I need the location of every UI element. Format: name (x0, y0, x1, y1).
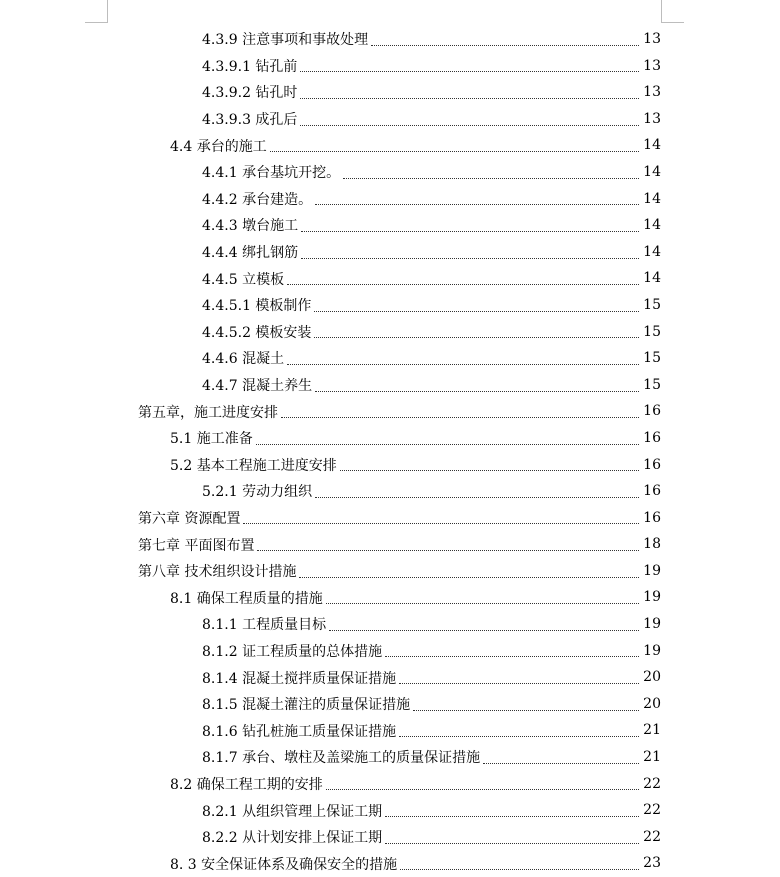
toc-entry-title: 4.4.5 立模板 (202, 269, 285, 289)
toc-entry-page-number: 14 (643, 163, 661, 180)
toc-entry-page-number: 19 (643, 642, 661, 659)
toc-entry-leader (202, 53, 641, 80)
toc-entry-leader (170, 425, 641, 452)
toc-entry[interactable] (0, 132, 780, 159)
toc-entry-page-number: 18 (643, 536, 661, 553)
toc-entry-leader (202, 797, 641, 824)
toc-entry-title: 8.1.4 混凝土搅拌质量保证措施 (202, 668, 397, 688)
toc-entry[interactable] (0, 106, 780, 133)
toc-dot-leader (287, 364, 639, 365)
toc-entry-leader (202, 372, 641, 399)
toc-entry-leader (202, 824, 641, 851)
toc-entry-title: 第八章 技术组织设计措施 (138, 561, 297, 581)
toc-entry[interactable] (0, 425, 780, 452)
toc-dot-leader (300, 98, 639, 99)
toc-entry-title: 4.4.1 承台基坑开挖。 (202, 162, 341, 182)
toc-entry-leader (138, 558, 641, 585)
toc-entry-leader (138, 505, 641, 532)
toc-entry[interactable] (0, 691, 780, 718)
toc-entry-page-number: 21 (643, 722, 661, 739)
toc-entry-leader (202, 186, 641, 213)
toc-entry-title: 4.4.5.1 模板制作 (202, 295, 312, 315)
toc-entry-title: 8.1.7 承台、墩柱及盖梁施工的质量保证措施 (202, 747, 481, 767)
toc-entry-title: 5.1 施工准备 (170, 428, 254, 448)
toc-entry-page-number: 23 (643, 855, 661, 872)
toc-entry-leader (138, 531, 641, 558)
toc-entry-leader (202, 239, 641, 266)
toc-entry[interactable] (0, 345, 780, 372)
toc-entry-title: 4.3.9.1 钻孔前 (202, 56, 298, 76)
toc-entry-leader (170, 584, 641, 611)
toc-entry[interactable] (0, 505, 780, 532)
toc-entry-leader (202, 345, 641, 372)
toc-entry-title: 4.4.6 混凝土 (202, 348, 285, 368)
toc-dot-leader (287, 284, 639, 285)
toc-dot-leader (483, 763, 639, 764)
toc-entry[interactable] (0, 850, 780, 877)
toc-entry[interactable] (0, 584, 780, 611)
toc-entry-title: 8.1.1 工程质量目标 (202, 614, 327, 634)
toc-entry-leader (138, 398, 641, 425)
toc-entry-page-number: 14 (643, 137, 661, 154)
toc-entry-title: 8.1.6 钻孔桩施工质量保证措施 (202, 721, 397, 741)
toc-entry-leader (202, 159, 641, 186)
page-corner-mark-top-right (661, 0, 684, 23)
toc-dot-leader (385, 816, 639, 817)
toc-entry-title: 8.1 确保工程质量的措施 (170, 588, 324, 608)
toc-entry-leader (202, 717, 641, 744)
toc-entry-title: 5.2.1 劳动力组织 (202, 481, 313, 501)
toc-entry[interactable] (0, 797, 780, 824)
toc-entry-page-number: 15 (643, 323, 661, 340)
toc-entry-page-number: 22 (643, 802, 661, 819)
toc-entry-leader (202, 292, 641, 319)
toc-dot-leader (315, 204, 639, 205)
toc-entry[interactable] (0, 478, 780, 505)
toc-entry[interactable] (0, 638, 780, 665)
toc-entry[interactable] (0, 558, 780, 585)
toc-entry-title: 4.3.9 注意事项和事故处理 (202, 29, 369, 49)
toc-entry-page-number: 13 (643, 110, 661, 127)
toc-entry-page-number: 22 (643, 828, 661, 845)
toc-entry-leader (202, 265, 641, 292)
toc-entry-leader (202, 478, 641, 505)
toc-dot-leader (329, 630, 639, 631)
toc-entry-leader (202, 638, 641, 665)
toc-entry-title: 4.4.7 混凝土养生 (202, 375, 313, 395)
toc-entry-page-number: 14 (643, 217, 661, 234)
toc-entry-title: 第七章 平面图布置 (138, 535, 255, 555)
toc-entry-title: 第五章，施工进度安排 (138, 402, 279, 422)
toc-entry-title: 4.3.9.3 成孔后 (202, 109, 298, 129)
toc-entry[interactable] (0, 53, 780, 80)
toc-entry-leader (202, 611, 641, 638)
toc-entry-page-number: 19 (643, 616, 661, 633)
toc-dot-leader (371, 45, 639, 46)
toc-dot-leader (256, 444, 639, 445)
toc-entry-title: 4.4.2 承台建造。 (202, 189, 313, 209)
toc-dot-leader (314, 337, 639, 338)
toc-dot-leader (314, 311, 639, 312)
toc-entry-page-number: 15 (643, 376, 661, 393)
toc-dot-leader (300, 71, 639, 72)
toc-entry[interactable] (0, 79, 780, 106)
toc-dot-leader (300, 125, 639, 126)
toc-entry[interactable] (0, 771, 780, 798)
toc-entry-leader (170, 771, 641, 798)
toc-entry[interactable] (0, 292, 780, 319)
toc-entry-title: 8.2.2 从计划安排上保证工期 (202, 827, 383, 847)
toc-entry-title: 4.3.9.2 钻孔时 (202, 82, 298, 102)
toc-entry[interactable] (0, 398, 780, 425)
toc-entry-leader (202, 79, 641, 106)
toc-entry[interactable] (0, 744, 780, 771)
toc-entry[interactable] (0, 664, 780, 691)
toc-entry-title: 4.4.4 绑扎钢筋 (202, 242, 299, 262)
toc-entry-page-number: 22 (643, 775, 661, 792)
toc-entry-page-number: 16 (643, 509, 661, 526)
toc-entry-title: 4.4.5.2 模板安装 (202, 322, 312, 342)
toc-entry-leader (202, 691, 641, 718)
toc-dot-leader (340, 470, 639, 471)
toc-entry-title: 4.4.3 墩台施工 (202, 215, 299, 235)
toc-dot-leader (399, 736, 639, 737)
page-corner-mark-top-left (85, 0, 108, 23)
toc-entry[interactable] (0, 319, 780, 346)
toc-entry-title: 8.2.1 从组织管理上保证工期 (202, 801, 383, 821)
toc-entry-page-number: 16 (643, 429, 661, 446)
toc-dot-leader (413, 710, 639, 711)
toc-entry-page-number: 16 (643, 403, 661, 420)
toc-dot-leader (299, 577, 639, 578)
toc-dot-leader (399, 683, 639, 684)
toc-entry-page-number: 13 (643, 31, 661, 47)
toc-entry-leader (202, 319, 641, 346)
toc-entry[interactable] (0, 26, 780, 53)
toc-entry[interactable] (0, 265, 780, 292)
toc-entry-page-number: 19 (643, 589, 661, 606)
toc-dot-leader (270, 151, 639, 152)
table-of-contents (0, 26, 780, 877)
toc-entry-page-number: 20 (643, 669, 661, 686)
toc-entry[interactable] (0, 717, 780, 744)
toc-entry-page-number: 21 (643, 749, 661, 766)
toc-dot-leader (315, 497, 639, 498)
toc-dot-leader (281, 417, 639, 418)
toc-entry-leader (202, 744, 641, 771)
toc-entry[interactable] (0, 159, 780, 186)
toc-dot-leader (385, 656, 639, 657)
toc-dot-leader (315, 391, 639, 392)
toc-entry-page-number: 13 (643, 84, 661, 101)
toc-entry-page-number: 20 (643, 695, 661, 712)
toc-entry[interactable] (0, 452, 780, 479)
toc-entry-page-number: 15 (643, 350, 661, 367)
toc-entry-leader (202, 26, 641, 53)
toc-entry[interactable] (0, 372, 780, 399)
toc-entry-page-number: 16 (643, 456, 661, 473)
toc-entry-page-number: 14 (643, 243, 661, 260)
toc-entry-page-number: 14 (643, 190, 661, 207)
toc-dot-leader (326, 789, 639, 790)
toc-dot-leader (385, 843, 639, 844)
toc-entry-title: 4.4 承台的施工 (170, 136, 268, 156)
toc-entry[interactable] (0, 239, 780, 266)
toc-entry[interactable] (0, 611, 780, 638)
toc-entry-title: 5.2 基本工程施工进度安排 (170, 455, 338, 475)
toc-dot-leader (257, 550, 639, 551)
toc-dot-leader (326, 603, 639, 604)
toc-entry-page-number: 19 (643, 562, 661, 579)
toc-entry[interactable] (0, 531, 780, 558)
toc-entry-leader (170, 132, 641, 159)
toc-entry-page-number: 15 (643, 296, 661, 313)
toc-entry-title: 8.2 确保工程工期的安排 (170, 774, 324, 794)
toc-entry-leader (170, 452, 641, 479)
toc-entry-leader (202, 664, 641, 691)
toc-entry-title: 8.1.5 混凝土灌注的质量保证措施 (202, 694, 411, 714)
toc-entry-leader (202, 106, 641, 133)
toc-dot-leader (400, 869, 639, 870)
toc-entry-title: 8. 3 安全保证体系及确保安全的措施 (170, 854, 398, 874)
toc-dot-leader (243, 523, 639, 524)
toc-entry-title: 8.1.2 证工程质量的总体措施 (202, 641, 383, 661)
toc-entry[interactable] (0, 186, 780, 213)
toc-entry-page-number: 16 (643, 483, 661, 500)
toc-entry-page-number: 13 (643, 57, 661, 74)
toc-entry[interactable] (0, 212, 780, 239)
toc-entry[interactable] (0, 824, 780, 851)
toc-entry-leader (202, 212, 641, 239)
toc-dot-leader (301, 231, 639, 232)
toc-dot-leader (343, 178, 639, 179)
toc-entry-leader (170, 850, 641, 877)
toc-entry-title: 第六章 资源配置 (138, 508, 241, 528)
toc-dot-leader (301, 258, 639, 259)
toc-entry-page-number: 14 (643, 270, 661, 287)
